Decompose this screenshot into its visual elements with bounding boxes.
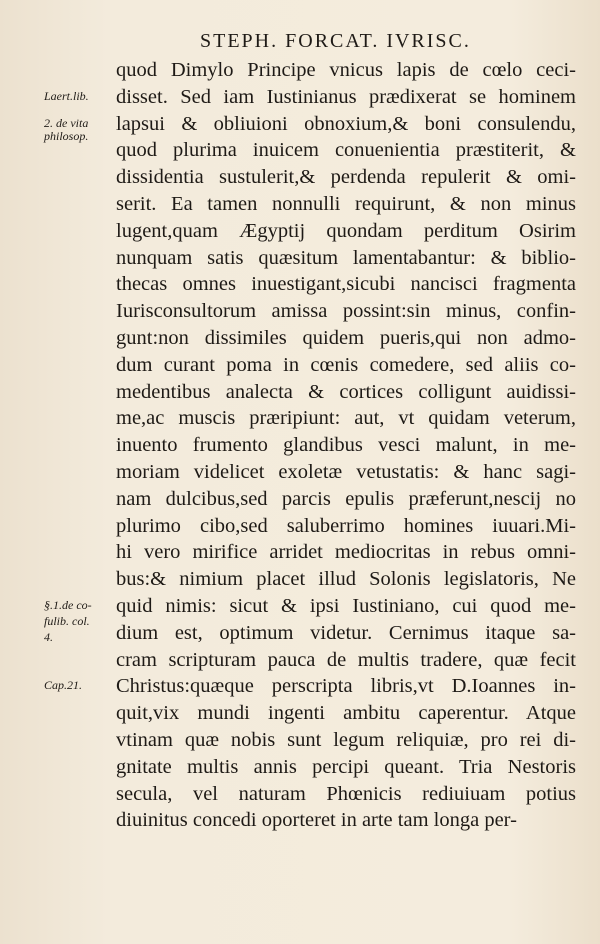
- text-line: quod Dimylo Principe vnicus lapis de cœlo ceci-: [116, 59, 576, 81]
- margin-note: fulib. col.: [44, 614, 90, 629]
- text-line: nunquam satis quæsitum lamentabantur: & biblio-: [116, 246, 576, 269]
- text-line: thecas omnes inuestigant,sicubi nancisci fragmenta: [116, 273, 576, 296]
- text-line: Iurisconsultorum amissa possint:sin minus, confin-: [116, 300, 576, 323]
- text-line: dissidentia sustulerit,& perdenda repulerit & omi-: [116, 166, 576, 189]
- text-line: plurimo cibo,sed saluberrimo homines iuuari.Mi-: [116, 514, 576, 537]
- margin-note: 2. de vita: [44, 115, 89, 130]
- text-line: gunt:non dissimiles quidem pueris,qui non admo-: [116, 326, 576, 349]
- text-line: moriam videlicet exoletæ vetustatis: & hanc sagi-: [116, 460, 576, 483]
- text-line: nam dulcibus,sed parcis epulis præferunt,nescij no: [116, 487, 576, 510]
- margin-note: 4.: [44, 630, 53, 645]
- text-line: bus:& nimium placet illud Solonis legislatoris, Ne: [116, 568, 576, 591]
- text-line: serit. Ea tamen nonnulli requirunt, & non minus: [116, 192, 576, 215]
- text-line: hi vero mirifice arridet mediocritas in rebus omni-: [116, 541, 576, 564]
- text-line: inuento frumento glandibus vesci malunt, in me-: [116, 434, 576, 457]
- text-line: vtinam quæ nobis sunt legum reliquiæ, pro rei di-: [116, 728, 576, 751]
- text-line: lugent,quam Ægyptij quondam perditum Osirim: [116, 219, 576, 242]
- text-line: quit,vix mundi ingenti ambitu caperentur. Atque: [116, 702, 576, 725]
- text-line: me,ac muscis præripiunt: aut, vt quidam veterum,: [116, 407, 576, 430]
- text-line: secula, vel naturam Phœnicis rediuiuam potius: [116, 782, 576, 805]
- text-line: dum curant poma in cœnis comedere, sed aliis co-: [116, 353, 576, 376]
- text-line: quod plurima inuicem conuenientia præstiterit, &: [116, 139, 576, 162]
- text-line: disset. Sed iam Iustinianus prædixerat se hominem: [116, 85, 576, 108]
- text-line: dium est, optimum videtur. Cernimus itaque sa-: [116, 621, 576, 644]
- text-line: lapsui & obliuioni obnoxium,& boni consulendu,: [116, 112, 576, 135]
- margin-note: §.1.de co-: [44, 598, 92, 612]
- margin-note: Cap.21.: [44, 678, 83, 693]
- text-line: diuinitus concedi oporteret in arte tam longa per-: [116, 809, 517, 832]
- text-line: Christus:quæque perscripta libris,vt D.Ioannes in-: [116, 675, 576, 698]
- text-line: cram scripturam pauca de multis tradere, quæ fecit: [116, 648, 576, 671]
- margin-note: Laert.lib.: [44, 88, 89, 103]
- body-text: [116, 57, 576, 834]
- text-line: quid nimis: sicut & ipsi Iustiniano, cui quod me-: [116, 594, 576, 617]
- text-line: medentibus analecta & cortices colligunt auidissi-: [116, 380, 576, 403]
- running-header: STEPH. FORCAT. IVRISC.: [200, 30, 471, 52]
- text-line: gnitate multis annis percipi queant. Tria Nestoris: [116, 755, 576, 778]
- margin-note: philosop.: [44, 129, 89, 143]
